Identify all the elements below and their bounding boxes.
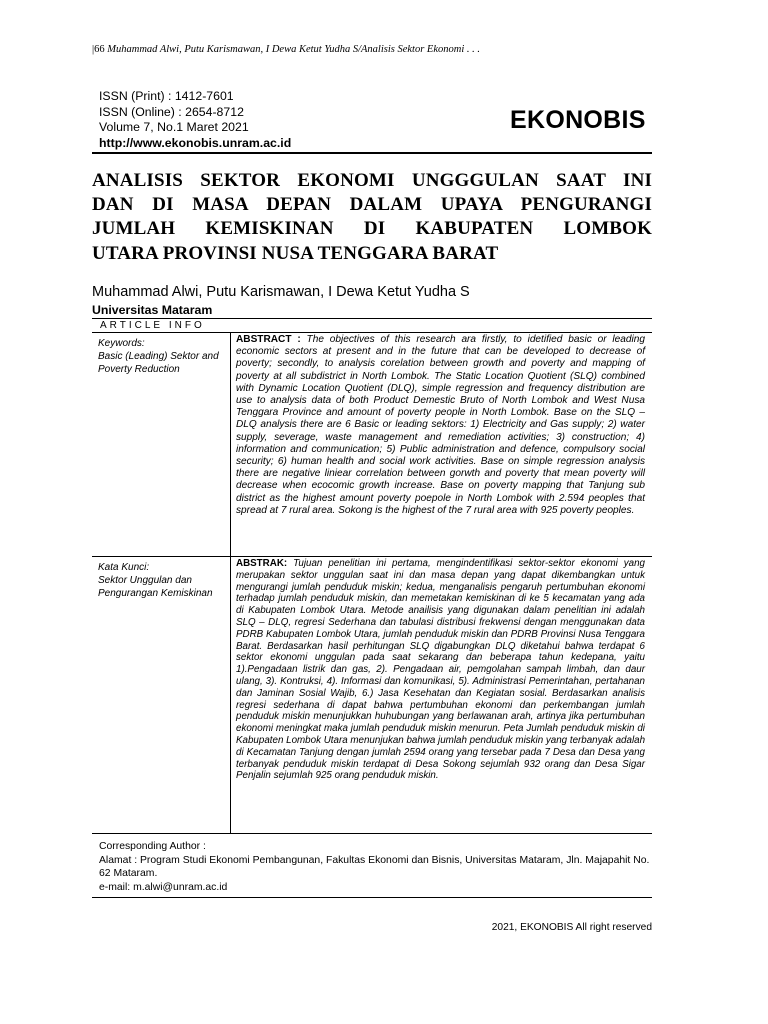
page-number: |66	[92, 44, 105, 55]
footer-divider	[92, 897, 652, 898]
abstrak-text: Tujuan penelitian ini pertama, mengindentifikasi sektor-sektor ekonomi yang merupakan sektor unggulan saat ini dan masa depan yang dapat dikembangkan untuk mengurangi jumlah penduduk miskin; kedua, menganalisis pengaruh pertumbuhan ekonomi terhadap jumlah penduduk miskin, dan memetakan kemiskinan di ke 5 kecamatan yang ada di Kabupaten Lombok Utara. Metode anailisis yang digunakan dalam penelitian ini adalah SLQ – DLQ, regresi Sederhana dan tabulasi distribusi frekwensi dengan menggunakan data PDRB Kabupaten Lombok Utara, jumlah penduduk miskin dan PDRB Provinsi Nusa Tenggara Barat. Berdasarkan hasil perhitungan SLQ digabungkan DLQ diketahui bahwa terdapat 6 sektor ekonomi unggulan pada saat sekarang dan beberapa tahun kedepana, yaitu 1).Pengadaan listrik dan gas, 2). Pengadaan air, pemgolahan sampah limbah, dan daur ulang, 3). Kontruksi, 4). Informasi dan komunikasi, 5). Administrasi Pemerintahan, pertahanan dan Jaminan Sosial Wajib, 6.) Jasa Kesehatan dan Kegiatan sosial. Berdasarkan analisis regresi sederhana di dapat bahwa pertumbuhan ekonomi dan perkembangan jumlah penduduk miskin menunjukkan huhubungan yang berlawanan arah, artinya jika pertumbuhan ekonomi meningkat maka jumlah penduduk miskin menurun. Peta Jumlah penduduk miskin di Kabupaten Lombok Utara menunjukan bahwa jumlah penduduk miskin yang terbanyak adalah di Kecamatan Tanjung dengan jumlah 2594 orang yang tersebar pada 7 Desa dan Desa yang terbanyak penduduk miskin terdapat di Desa Sokong sejumlah 932 orang dan Desa Sigar Penjalin sejumlah 925 orang penduduk miskin.	[236, 558, 646, 782]
abstrak-cell	[231, 557, 652, 833]
abstract-cell	[231, 333, 652, 556]
header-divider	[92, 152, 652, 154]
kata-kunci-label: Kata Kunci:	[98, 562, 150, 573]
article-info-box	[92, 318, 652, 834]
title-line: JUMLAH KEMISKINAN DI KABUPATEN LOMBOK	[92, 218, 652, 240]
kata-kunci-text: Sektor Unggulan dan Pengurangan Kemiskinan	[98, 575, 213, 599]
author-list: Muhammad Alwi, Putu Karismawan, I Dewa Ketut Yudha S	[92, 284, 470, 300]
keywords-text: Basic (Leading) Sektor and Poverty Reduction	[98, 351, 219, 375]
keywords-label: Keywords:	[98, 338, 145, 349]
title-line: DAN DI MASA DEPAN DALAM UPAYA PENGURANGI	[92, 194, 652, 216]
issn-print: ISSN (Print) : 1412-7601	[99, 89, 234, 103]
volume-info: Volume 7, No.1 Maret 2021	[99, 120, 249, 134]
title-line: ANALISIS SEKTOR EKONOMI UNGGGULAN SAAT INI	[92, 170, 652, 191]
journal-name: EKONOBIS	[510, 106, 646, 134]
running-header-text: Muhammad Alwi, Putu Karismawan, I Dewa Ketut Yudha S/Analisis Sektor Ekonomi . . .	[107, 44, 480, 55]
copyright-notice: 2021, EKONOBIS All right reserved	[491, 922, 652, 933]
running-header	[92, 44, 692, 55]
paper-title	[92, 169, 652, 266]
corresponding-address: Alamat : Program Studi Ekonomi Pembangunan, Fakultas Ekonomi dan Bisnis, Universitas Mataram, Jln. Majapahit No. 62 Mataram.	[99, 854, 650, 880]
english-abstract-row	[92, 333, 652, 557]
issn-online: ISSN (Online) : 2654-8712	[99, 104, 244, 119]
title-line: UTARA PROVINSI NUSA TENGGARA BARAT	[92, 242, 499, 264]
kata-kunci-cell	[92, 557, 231, 833]
affiliation: Universitas Mataram	[92, 303, 213, 317]
indonesian-abstract-row	[92, 557, 652, 834]
abstrak-label: ABSTRAK:	[236, 558, 288, 569]
article-info-heading: ARTICLE INFO	[92, 319, 652, 333]
corresponding-label: Corresponding Author :	[99, 841, 206, 852]
abstract-text: The objectives of this research ara firstly, to idetified basic or leading economic sectors at present and in the future that can be developed to decrease of poverty; secondly, to analysis corelation between growth and poverty and mapping of poverty at all subdistrict in North Lombok. The Static Location Quotient (SLQ) combined with Dynamic Location Quotient (DLQ), simple regression and frequency distribution are use to analysis data of both Product Demestic Bruto of North Lombok and West Nusa Tenggara Province and amount of poverty people in North Lombok. Base on the SLQ –DLQ analysis there are 6 Basic or leading sektors: 1) Electricity and Gas supply; 2) water supply, severage, waste management and remediation activities; 3) construction; 4) information and communication; 5) Public administration and defence, compulsory social security; 6) human health and social work activities. Base on simple regression analysis there are negative liniear correlation between gorwth and poverty that mean poverty will decrease when ecocomic growth increase. Base on poverty mapping that Tanjung sub district as the highest amount poverty poepole in North Lombok with 2.594 peoples that spread at 7 rural area. Sokong is the highest of the 7 rural area with 925 poverty peoples.	[236, 334, 645, 516]
keywords-cell	[92, 333, 231, 556]
corresponding-email[interactable]: e-mail: m.alwi@unram.ac.id	[99, 881, 228, 893]
abstract-label: ABSTRACT :	[236, 334, 301, 345]
corresponding-author	[99, 840, 651, 894]
journal-info	[99, 89, 291, 151]
journal-url[interactable]: http://www.ekonobis.unram.ac.id	[99, 135, 292, 150]
